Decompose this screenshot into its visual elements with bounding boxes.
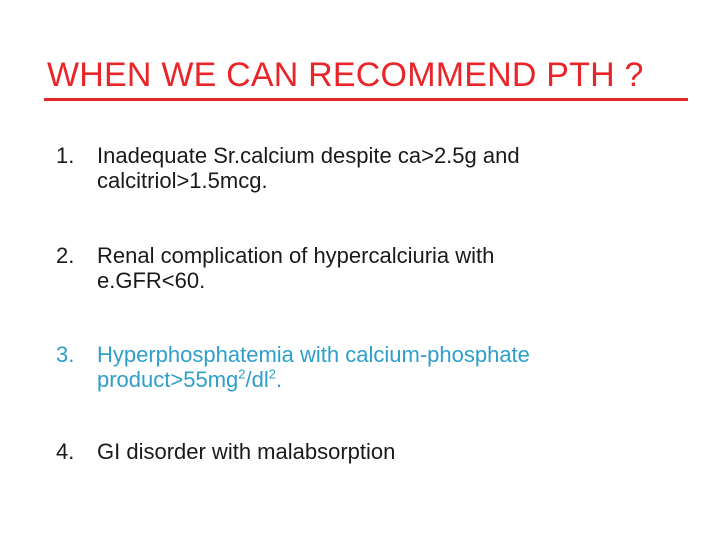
list-item-text: Inadequate Sr.calcium despite ca>2.5g and calcitriol>1.5mcg.	[97, 143, 520, 193]
criteria-list	[56, 143, 676, 464]
superscript-squared: 2	[268, 366, 276, 382]
list-item-text-line2-suffix: .	[275, 367, 283, 392]
title-underline	[44, 98, 688, 101]
list-item-number: 4.	[56, 439, 75, 464]
superscript-squared: 2	[238, 366, 246, 382]
list-item-number: 2.	[56, 243, 75, 268]
list-item-text-line1: Hyperphosphatemia with calcium-phosphate	[97, 342, 530, 367]
list-item	[56, 243, 676, 293]
list-item	[56, 143, 676, 193]
list-item-number: 3.	[56, 342, 75, 367]
list-item-highlighted	[56, 342, 676, 392]
list-item	[56, 439, 676, 464]
list-item-text-line2-mid: /dl	[245, 367, 269, 392]
list-item-text-line2-prefix: product>55mg	[97, 367, 239, 392]
list-item-text: GI disorder with malabsorption	[97, 439, 396, 464]
list-item-number: 1.	[56, 143, 75, 168]
slide-title: WHEN WE CAN RECOMMEND PTH ?	[47, 56, 644, 94]
list-item-text: Renal complication of hypercalciuria with e.GFR<60.	[97, 243, 495, 293]
list-item-text	[97, 342, 676, 392]
